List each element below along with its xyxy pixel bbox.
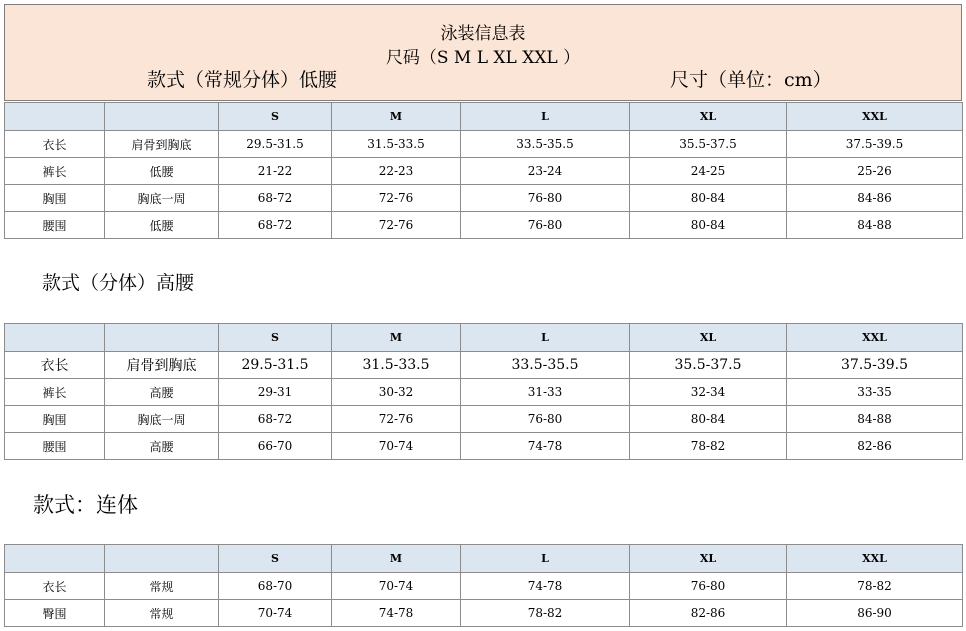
size-header-m: M — [332, 545, 461, 573]
value-cell: 76-80 — [461, 406, 630, 433]
size-header-xl: XL — [630, 545, 787, 573]
value-cell: 78-82 — [630, 433, 787, 460]
header-empty-cell — [5, 324, 105, 352]
header-empty-cell — [105, 324, 219, 352]
value-cell: 70-74 — [219, 600, 332, 627]
value-cell: 68-72 — [219, 185, 332, 212]
value-cell: 68-70 — [219, 573, 332, 600]
measure-desc: 高腰 — [105, 379, 219, 406]
measure-desc: 低腰 — [105, 212, 219, 239]
measure-name: 胸围 — [5, 185, 105, 212]
value-cell: 84-86 — [787, 185, 963, 212]
value-cell: 33.5-35.5 — [461, 131, 630, 158]
size-header-xxl: XXL — [787, 545, 963, 573]
value-cell: 76-80 — [630, 573, 787, 600]
size-table-one-piece — [4, 544, 963, 627]
table-row — [5, 158, 963, 185]
size-header-row — [5, 103, 963, 131]
value-cell: 25-26 — [787, 158, 963, 185]
table-row — [5, 573, 963, 600]
measure-name: 裤长 — [5, 379, 105, 406]
value-cell: 70-74 — [332, 433, 461, 460]
measure-name: 衣长 — [5, 131, 105, 158]
value-cell: 37.5-39.5 — [787, 352, 963, 379]
value-cell: 84-88 — [787, 212, 963, 239]
size-header-row — [5, 545, 963, 573]
value-cell: 70-74 — [332, 573, 461, 600]
value-cell: 84-88 — [787, 406, 963, 433]
value-cell: 74-78 — [332, 600, 461, 627]
value-cell: 80-84 — [630, 212, 787, 239]
value-cell: 86-90 — [787, 600, 963, 627]
value-cell: 30-32 — [332, 379, 461, 406]
size-range-subtitle: 尺码（S M L XL XXL ） — [385, 48, 581, 68]
value-cell: 80-84 — [630, 185, 787, 212]
table-row — [5, 433, 963, 460]
measure-name: 裤长 — [5, 158, 105, 185]
measure-desc: 高腰 — [105, 433, 219, 460]
value-cell: 33.5-35.5 — [461, 352, 630, 379]
table-row — [5, 185, 963, 212]
measure-desc: 常规 — [105, 573, 219, 600]
value-cell: 29-31 — [219, 379, 332, 406]
header-empty-cell — [5, 545, 105, 573]
value-cell: 80-84 — [630, 406, 787, 433]
value-cell: 68-72 — [219, 212, 332, 239]
measure-name: 臀围 — [5, 600, 105, 627]
table-row — [5, 131, 963, 158]
size-header-m: M — [332, 103, 461, 131]
value-cell: 21-22 — [219, 158, 332, 185]
size-header-s: S — [219, 103, 332, 131]
value-cell: 29.5-31.5 — [219, 131, 332, 158]
value-cell: 78-82 — [461, 600, 630, 627]
table-row — [5, 352, 963, 379]
header-empty-cell — [105, 103, 219, 131]
sheet-title: 泳装信息表 — [440, 24, 526, 44]
measure-name: 衣长 — [5, 352, 105, 379]
size-table-high-waist — [4, 323, 963, 460]
value-cell: 32-34 — [630, 379, 787, 406]
value-cell: 82-86 — [787, 433, 963, 460]
size-table-low-waist — [4, 102, 963, 239]
value-cell: 76-80 — [461, 185, 630, 212]
table-row — [5, 212, 963, 239]
size-header-s: S — [219, 324, 332, 352]
value-cell: 72-76 — [332, 406, 461, 433]
value-cell: 29.5-31.5 — [219, 352, 332, 379]
size-header-xxl: XXL — [787, 324, 963, 352]
header-empty-cell — [5, 103, 105, 131]
value-cell: 76-80 — [461, 212, 630, 239]
sheet-header — [4, 4, 962, 101]
size-header-row — [5, 324, 963, 352]
section1-style-label: 款式（常规分体）低腰 — [147, 69, 338, 91]
value-cell: 74-78 — [461, 573, 630, 600]
size-header-xxl: XXL — [787, 103, 963, 131]
size-header-s: S — [219, 545, 332, 573]
value-cell: 82-86 — [630, 600, 787, 627]
value-cell: 72-76 — [332, 185, 461, 212]
measure-desc: 肩骨到胸底 — [105, 352, 219, 379]
size-header-xl: XL — [630, 324, 787, 352]
section3-title: 款式：连体 — [33, 493, 138, 517]
size-header-l: L — [461, 324, 630, 352]
value-cell: 22-23 — [332, 158, 461, 185]
table-row — [5, 600, 963, 627]
size-header-xl: XL — [630, 103, 787, 131]
measure-desc: 肩骨到胸底 — [105, 131, 219, 158]
value-cell: 35.5-37.5 — [630, 131, 787, 158]
size-header-m: M — [332, 324, 461, 352]
measure-name: 腰围 — [5, 212, 105, 239]
measure-name: 腰围 — [5, 433, 105, 460]
value-cell: 33-35 — [787, 379, 963, 406]
value-cell: 24-25 — [630, 158, 787, 185]
section2-title: 款式（分体）高腰 — [42, 272, 195, 294]
value-cell: 66-70 — [219, 433, 332, 460]
measure-desc: 胸底一周 — [105, 185, 219, 212]
measure-desc: 胸底一周 — [105, 406, 219, 433]
size-header-l: L — [461, 545, 630, 573]
header-empty-cell — [105, 545, 219, 573]
unit-label: 尺寸（单位：cm） — [670, 69, 832, 91]
measure-name: 胸围 — [5, 406, 105, 433]
value-cell: 35.5-37.5 — [630, 352, 787, 379]
table-row — [5, 379, 963, 406]
measure-desc: 低腰 — [105, 158, 219, 185]
value-cell: 72-76 — [332, 212, 461, 239]
value-cell: 31-33 — [461, 379, 630, 406]
value-cell: 23-24 — [461, 158, 630, 185]
measure-desc: 常规 — [105, 600, 219, 627]
measure-name: 衣长 — [5, 573, 105, 600]
value-cell: 78-82 — [787, 573, 963, 600]
value-cell: 74-78 — [461, 433, 630, 460]
size-header-l: L — [461, 103, 630, 131]
table-row — [5, 406, 963, 433]
value-cell: 68-72 — [219, 406, 332, 433]
value-cell: 37.5-39.5 — [787, 131, 963, 158]
value-cell: 31.5-33.5 — [332, 131, 461, 158]
value-cell: 31.5-33.5 — [332, 352, 461, 379]
